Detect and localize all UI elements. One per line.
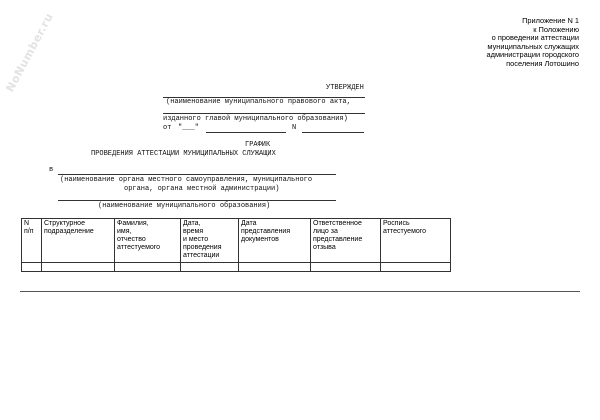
- page-divider: [20, 291, 580, 292]
- schedule-table: [21, 218, 451, 272]
- date-day-field: "___": [178, 124, 200, 132]
- header-text-line: аттестации: [183, 252, 220, 259]
- header-text-line: Роспись: [383, 220, 410, 227]
- header-cell: [239, 219, 311, 263]
- date-from-label: от: [163, 124, 172, 132]
- header-text-line: представление: [313, 236, 363, 243]
- appendix-line: к Положению: [533, 24, 579, 34]
- header-text-line: подразделение: [44, 228, 94, 235]
- approved-title: УТВЕРЖДЕН: [326, 84, 364, 92]
- organ-prefix: в: [49, 166, 54, 174]
- table-header-row: [22, 219, 451, 263]
- header-text-line: время: [183, 228, 204, 235]
- header-text-line: Дата,: [183, 220, 201, 227]
- table-row: [22, 263, 451, 272]
- organ-caption-1: (наименование органа местного самоуправления, муниципального: [60, 176, 313, 184]
- number-label: N: [292, 124, 297, 132]
- header-text-line: имя,: [117, 228, 132, 235]
- header-text-line: отзыва: [313, 244, 336, 251]
- header-text-line: отчество: [117, 236, 146, 243]
- header-text-line: п/п: [24, 228, 34, 235]
- appendix-block: [379, 17, 579, 69]
- header-text-line: и место: [183, 236, 209, 243]
- header-text-line: N: [24, 220, 30, 227]
- organ-line: [58, 174, 336, 175]
- header-cell: [181, 219, 239, 263]
- organ-caption-2: органа, органа местной администрации): [124, 185, 280, 193]
- issued-line: [163, 113, 365, 114]
- appendix-line: поселения Лотошино: [506, 58, 579, 68]
- table-cell[interactable]: [115, 263, 181, 272]
- header-text-line: Ответственное: [313, 220, 362, 227]
- header-cell: [42, 219, 115, 263]
- header-cell: [22, 219, 42, 263]
- header-cell: [311, 219, 381, 263]
- date-month-line: [206, 132, 286, 133]
- municipality-line: [58, 200, 336, 201]
- schedule-title: ГРАФИК: [245, 141, 271, 149]
- table-cell[interactable]: [311, 263, 381, 272]
- appendix-line: муниципальных служащих: [487, 41, 579, 51]
- header-text-line: документов: [241, 236, 279, 243]
- header-text-line: представления: [241, 228, 291, 235]
- header-text-line: проведения: [183, 244, 222, 251]
- municipality-caption: (наименование муниципального образования): [98, 202, 271, 210]
- table-cell[interactable]: [181, 263, 239, 272]
- header-text-line: Дата: [241, 220, 257, 227]
- header-text-line: Фамилия,: [117, 220, 149, 227]
- table-cell[interactable]: [239, 263, 311, 272]
- header-text-line: аттестуемого: [383, 228, 427, 235]
- header-text-line: Структурное: [44, 220, 85, 227]
- watermark: NoNumber.ru: [3, 10, 56, 95]
- act-caption: (наименование муниципального правового акта,: [166, 98, 351, 106]
- header-cell: [115, 219, 181, 263]
- header-cell: [381, 219, 451, 263]
- header-text-line: аттестуемого: [117, 244, 161, 251]
- issued-caption: изданного главой муниципального образования): [163, 115, 348, 123]
- number-line: [302, 132, 364, 133]
- table-cell[interactable]: [42, 263, 115, 272]
- schedule-subtitle: ПРОВЕДЕНИЯ АТТЕСТАЦИИ МУНИЦИПАЛЬНЫХ СЛУЖАЩИХ: [91, 150, 276, 158]
- appendix-line: Приложение N 1: [522, 16, 579, 25]
- table-cell[interactable]: [381, 263, 451, 272]
- table-cell[interactable]: [22, 263, 42, 272]
- appendix-line: о проведении аттестации: [491, 33, 579, 43]
- appendix-line: администрации городского: [486, 50, 579, 60]
- header-text-line: лицо за: [313, 228, 338, 235]
